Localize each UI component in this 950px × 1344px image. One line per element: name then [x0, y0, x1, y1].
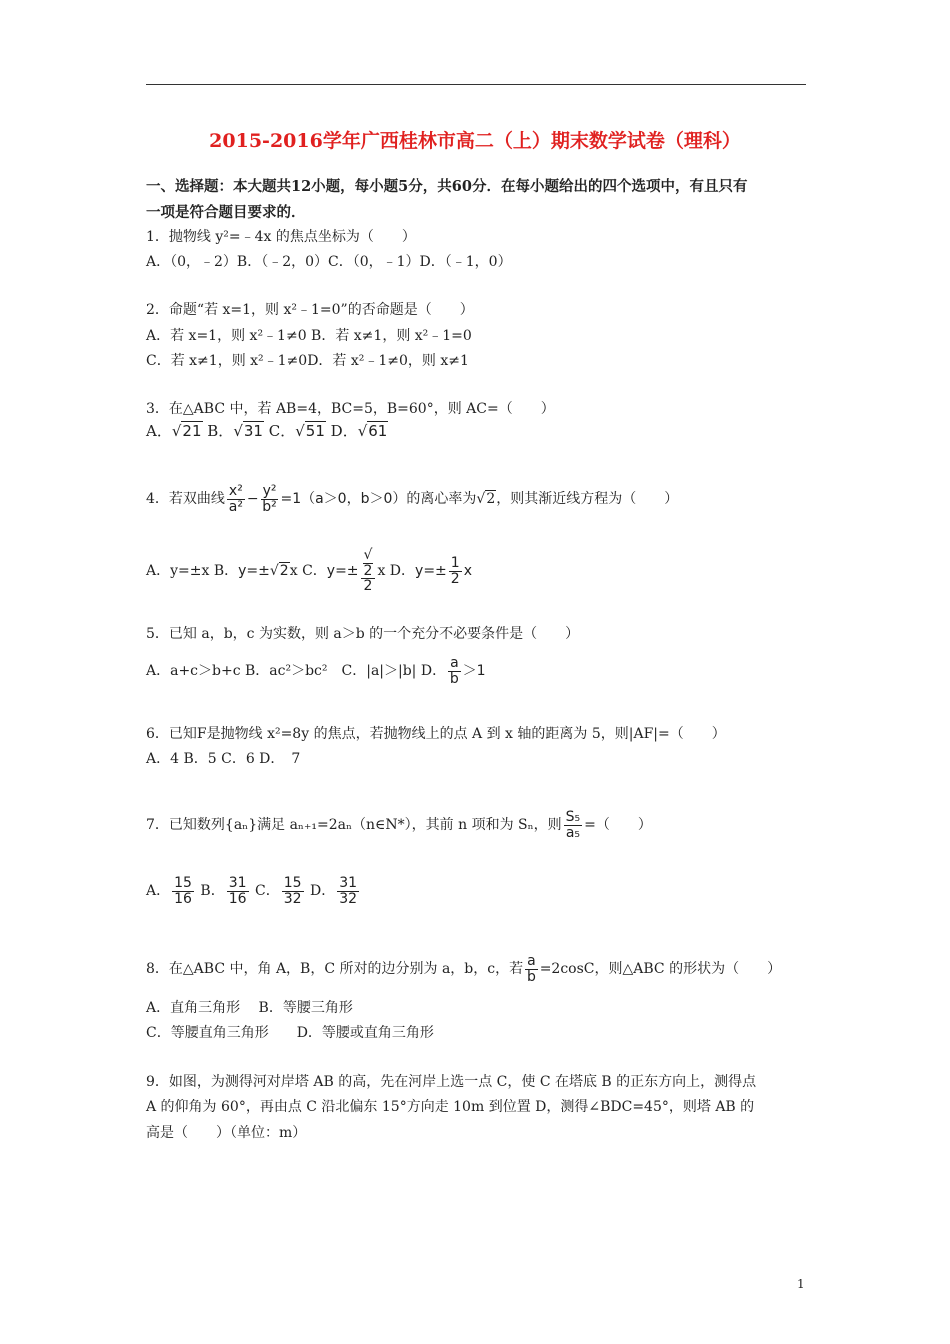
q8-options-1: A．直角三角形 B．等腰三角形	[146, 1000, 353, 1016]
header-rule	[146, 84, 806, 85]
q3-stem: 3．在△ABC 中，若 AB=4，BC=5，B=60°，则 AC=（ ）	[146, 401, 555, 417]
q5-stem: 5．已知 a，b，c 为实数，则 a＞b 的一个充分不必要条件是（ ）	[146, 626, 580, 642]
page-number: 1	[797, 1277, 805, 1291]
q7-stem: 7．已知数列{aₙ}满足 aₙ₊₁=2aₙ（n∈N*），其前 n 项和为 Sₙ，则 $\frac{\text{S₅}}{\text{a₅}}$ =（ ）	[146, 809, 652, 841]
q3-options: A．√21 B．√31 C．√51 D．√61	[146, 422, 388, 440]
q2-stem: 2．命题“若 x=1，则 x²﹣1=0”的否命题是（ ）	[146, 302, 474, 318]
q6-options: A．4 B．5 C．6 D． 7	[146, 751, 301, 767]
section-heading-line1: 一、选择题：本大题共12小题，每小题5分，共60分．在每小题给出的四个选项中，有且只有	[146, 178, 748, 195]
q2-options-2: C．若 x≠1，则 x²﹣1≠0D．若 x²﹣1≠0，则 x≠1	[146, 353, 469, 369]
q4-stem: 4．若双曲线 $\frac{\text{x²}}{\text{a²}}$ − $\frac{\text{y²}}{\text{b²}}$ =1（a＞0，b＞0）的离心率为√2，则其渐近线方程为（ ）	[146, 483, 679, 515]
q8-options-2: C．等腰直角三角形 D．等腰或直角三角形	[146, 1025, 434, 1041]
page-title: 2015-2016学年广西桂林市高二（上）期末数学试卷（理科）	[209, 130, 741, 152]
q9-line1: 9．如图，为测得河对岸塔 AB 的高，先在河岸上选一点 C，使 C 在塔底 B 的正东方向上，测得点	[146, 1074, 757, 1090]
q5-options: A．a+c＞b+c B．ac²＞bc² C．|a|＞|b| D． $\frac{a}{b}$ ＞1	[146, 655, 486, 687]
q9-line3: 高是（ ）（单位：m）	[146, 1125, 307, 1141]
section-heading-line2: 一项是符合题目要求的．	[146, 204, 306, 221]
q7-options: A． $\frac{15}{16}$ B． $\frac{31}{16}$ C． $\frac{15}{32}$ D． $\frac{31}{32}$	[146, 875, 358, 907]
q4-options: A．y=±x B．y=±√2x C．y=± √ 2 2 x D．y=± $\frac{1}{2}$ x	[146, 547, 472, 595]
q6-stem: 6．已知F是抛物线 x²=8y 的焦点，若抛物线上的点 A 到 x 轴的距离为 5，则|AF|=（ ）	[146, 726, 726, 742]
q2-options-1: A．若 x=1，则 x²﹣1≠0 B．若 x≠1，则 x²﹣1=0	[146, 328, 472, 344]
q9-line2: A 的仰角为 60°，再由点 C 沿北偏东 15°方向走 10m 到位置 D，测得∠BDC=45°，则塔 AB 的	[146, 1099, 755, 1115]
q8-stem: 8．在△ABC 中，角 A，B，C 所对的边分别为 a，b，c，若 $\frac{a}{b}$ =2cosC，则△ABC 的形状为（ ）	[146, 953, 782, 985]
q1-stem: 1．抛物线 y²=﹣4x 的焦点坐标为（ ）	[146, 229, 416, 245]
q1-options: A．（0，﹣2）B．（﹣2，0）C．（0，﹣1）D．（﹣1，0）	[146, 254, 512, 270]
